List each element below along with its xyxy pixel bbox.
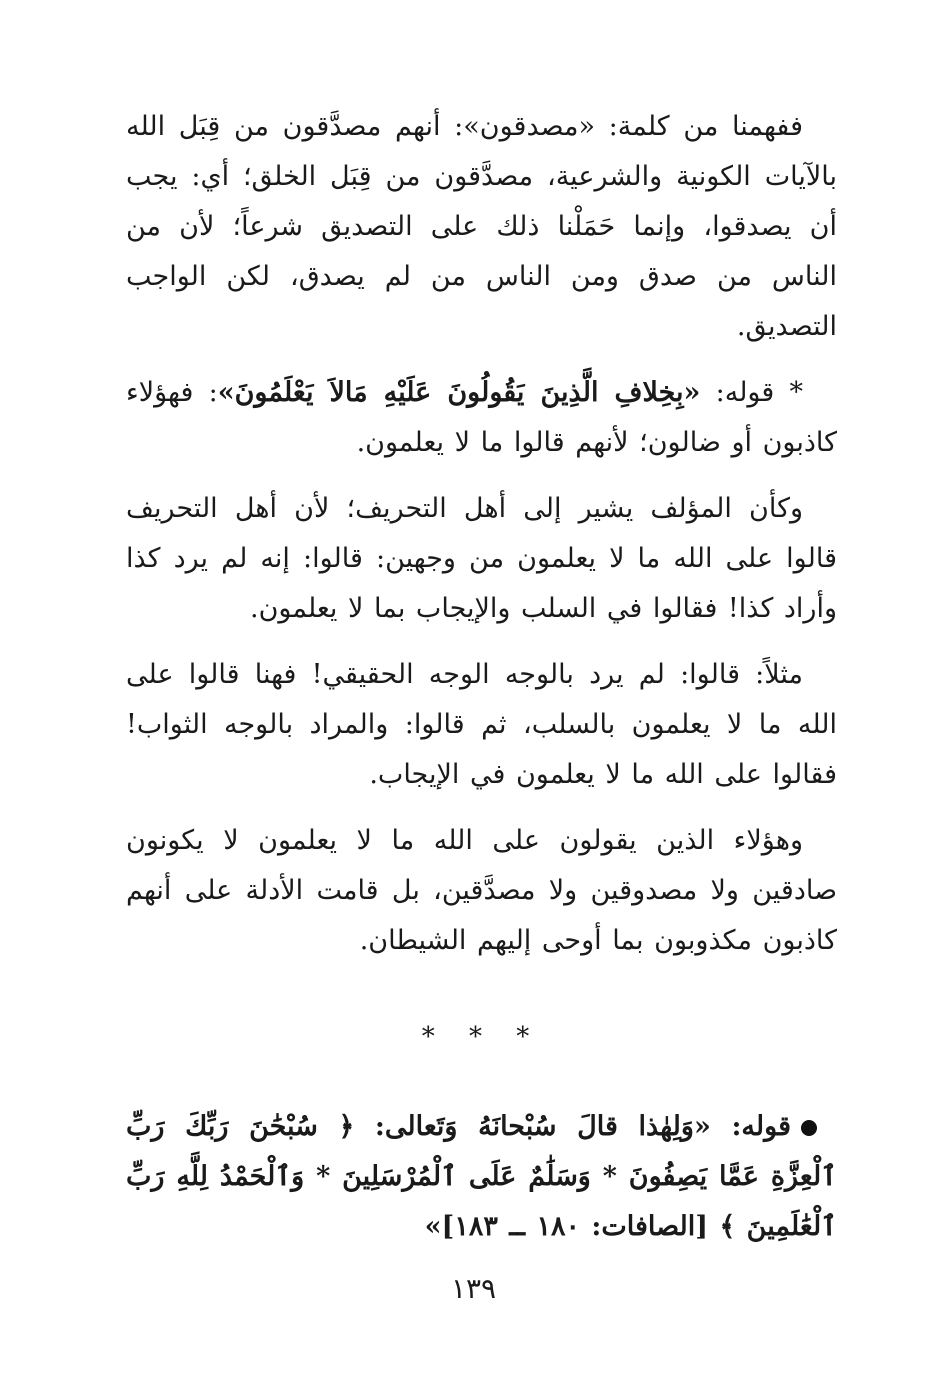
- section-separator: * * *: [421, 1022, 542, 1052]
- quote-paragraph: [126, 1102, 837, 1252]
- paragraph-1: [126, 102, 837, 352]
- paragraph-2-lead: * قوله:: [700, 377, 803, 408]
- body-text: [126, 102, 837, 1252]
- paragraph-1-text: ففهمنا من كلمة: «مصدقون»: أنهم مصدَّقون من قِبَل الله بالآيات الكونية والشرعية، مصدَّقون من قِبَل الخلق؛ أي: يجب أن يصدقوا، وإنما حَمَلْنا ذلك على التصديق شرعاً؛ لأن من الناس من صدق ومن الناس من لم يصدق، لكن الواجب التصديق.: [126, 111, 837, 342]
- paragraph-5: [126, 816, 837, 966]
- paragraph-4-text: مثلاً: قالوا: لم يرد بالوجه الوجه الحقيقي! فهنا قالوا على الله ما لا يعلمون بالسلب، ثم قالوا: والمراد بالوجه الثواب! فقالوا على الله ما لا يعلمون في الإيجاب.: [126, 659, 837, 790]
- quote-text: قوله: «وَلِهٰذا قالَ سُبْحانَهُ وَتَعالى: ﴿ سُبْحَٰنَ رَبِّكَ رَبِّ ٱلْعِزَّةِ عَمَّا يَصِفُونَ * وَسَلَٰمٌ عَلَى ٱلْمُرْسَلِينَ * وَٱلْحَمْدُ لِلَّهِ رَبِّ ٱلْعَٰلَمِينَ ﴾ [الصافات: ١٨٠ ــ ١٨٣]»: [126, 1111, 837, 1242]
- paragraph-5-text: وهؤلاء الذين يقولون على الله ما لا يعلمون لا يكونون صادقين ولا مصدوقين ولا مصدَّقين، بل قامت الأدلة على أنهم كاذبون مكذوبون بما أوحى إليهم الشيطان.: [126, 825, 837, 956]
- page-number: ١٣٩: [450, 1272, 497, 1305]
- paragraph-4: [126, 650, 837, 800]
- paragraph-2: [126, 368, 837, 468]
- bullet-icon: [801, 1120, 817, 1136]
- paragraph-2-text: : فهؤلاء كاذبون أو ضالون؛ لأنهم قالوا ما لا يعلمون.: [126, 377, 837, 458]
- paragraph-2-quote: «بِخِلافِ الَّذِينَ يَقُولُونَ عَلَيْهِ مَالاَ يَعْلَمُونَ»: [217, 377, 701, 408]
- paragraph-3: [126, 484, 837, 634]
- paragraph-3-text: وكأن المؤلف يشير إلى أهل التحريف؛ لأن أهل التحريف قالوا على الله ما لا يعلمون من وجهين: قالوا: إنه لم يرد كذا وأراد كذا! فقالوا في السلب والإيجاب بما لا يعلمون.: [126, 493, 837, 624]
